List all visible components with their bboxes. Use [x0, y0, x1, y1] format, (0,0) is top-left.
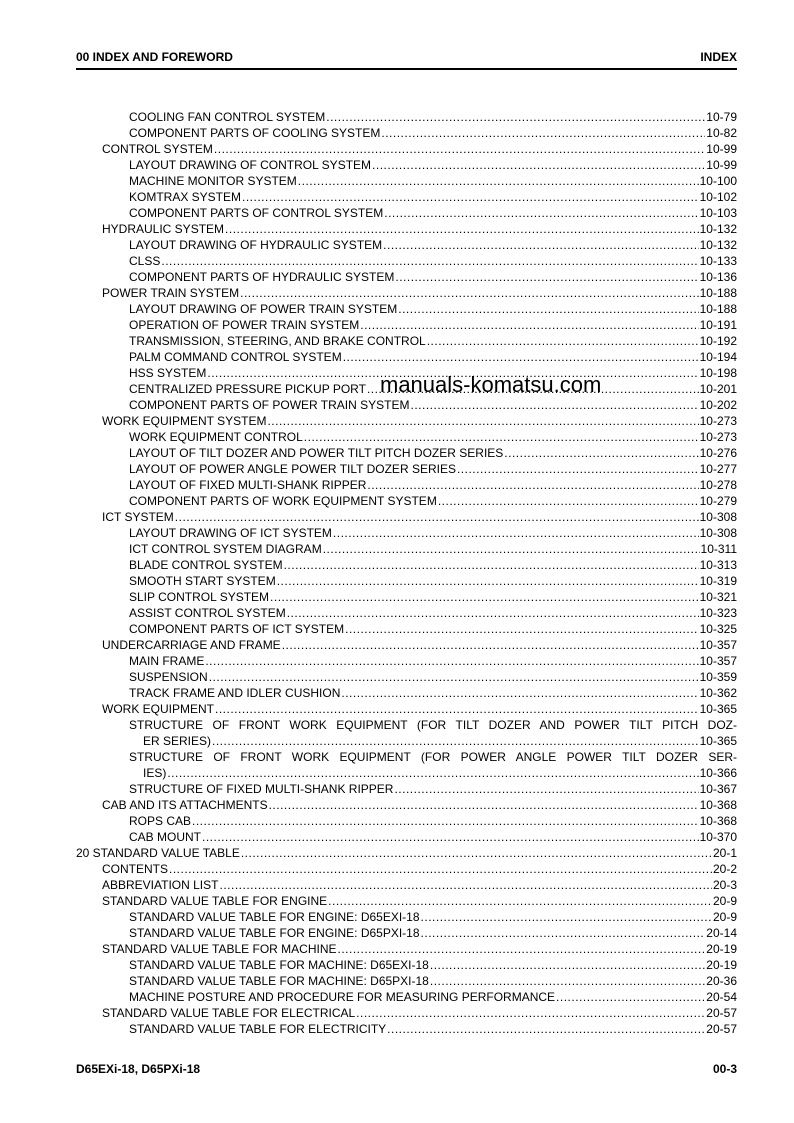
toc-entry-title: LAYOUT DRAWING OF POWER TRAIN SYSTEM: [129, 302, 398, 316]
toc-entry-page: 10-188: [699, 302, 737, 316]
dot-leader: [387, 1021, 705, 1037]
dot-leader: [167, 765, 698, 781]
watermark: manuals-komatsu.com: [380, 372, 602, 397]
toc-entry-title: COMPONENT PARTS OF ICT SYSTEM: [129, 622, 345, 636]
toc-entry-title: LAYOUT OF TILT DOZER AND POWER TILT PITCH DOZER SERIES: [129, 446, 504, 460]
dot-leader: [430, 957, 705, 973]
toc-entry[interactable]: [76, 893, 737, 909]
toc-entry-title: 20 STANDARD VALUE TABLE: [76, 846, 240, 860]
dot-leader: [267, 413, 698, 429]
dot-leader: [323, 541, 700, 557]
toc-entry[interactable]: [76, 173, 737, 189]
toc-entry-title: COMPONENT PARTS OF POWER TRAIN SYSTEM: [129, 398, 410, 412]
toc-entry[interactable]: [76, 637, 737, 653]
toc-entry-title: LAYOUT OF FIXED MULTI-SHANK RIPPER: [129, 478, 367, 492]
toc-entry-page: 20-1: [712, 846, 737, 860]
toc-entry-title: HSS SYSTEM: [129, 366, 207, 380]
toc-entry[interactable]: [76, 189, 737, 205]
dot-leader: [202, 829, 699, 845]
toc-entry-page: 20-9: [712, 894, 737, 908]
toc-entry-title: STANDARD VALUE TABLE FOR ENGINE: D65PXI-18: [129, 926, 420, 940]
toc-entry-title: STANDARD VALUE TABLE FOR ELECTRICITY: [129, 1022, 387, 1036]
toc-entry-page: 10-188: [699, 286, 737, 300]
toc-entry-title: OPERATION OF POWER TRAIN SYSTEM: [129, 318, 360, 332]
toc-entry-title: STRUCTURE OF FRONT WORK EQUIPMENT (FOR TILT DOZER AND POWER TILT PITCH DOZ-: [129, 718, 737, 732]
toc-entry-title: COMPONENT PARTS OF WORK EQUIPMENT SYSTEM: [129, 494, 437, 508]
toc-entry-page: 20-19: [706, 942, 737, 956]
toc-entry[interactable]: [76, 269, 737, 285]
toc-entry-page: 10-325: [699, 622, 737, 636]
toc-entry-page: 10-357: [699, 654, 737, 668]
footer-page-number: 00-3: [712, 1062, 737, 1076]
toc-entry-title: STRUCTURE OF FRONT WORK EQUIPMENT (FOR POWER ANGLE POWER TILT DOZER SER-: [129, 750, 737, 764]
toc-entry-page: 10-365: [699, 734, 737, 748]
toc-entry[interactable]: [76, 509, 737, 525]
footer-model-label: D65EXi-18, D65PXi-18: [76, 1062, 201, 1076]
toc-entry-title: KOMTRAX SYSTEM: [129, 190, 242, 204]
toc-entry[interactable]: [76, 669, 737, 685]
dot-leader: [326, 109, 705, 125]
dot-leader: [215, 701, 699, 717]
toc-entry[interactable]: [76, 493, 737, 509]
toc-entry-title: WORK EQUIPMENT SYSTEM: [102, 414, 267, 428]
dot-leader: [242, 189, 699, 205]
toc-entry-title: ER SERIES): [143, 734, 212, 748]
dot-leader: [338, 941, 706, 957]
toc-entry-page: 10-313: [699, 558, 737, 572]
toc-entry[interactable]: [76, 573, 737, 589]
toc-entry[interactable]: [76, 445, 737, 461]
toc-entry-page: 10-132: [699, 238, 737, 252]
dot-leader: [219, 877, 711, 893]
toc-entry-title: ICT CONTROL SYSTEM DIAGRAM: [129, 542, 322, 556]
toc-entry-page: 10-102: [699, 190, 737, 204]
toc-entry[interactable]: [76, 333, 737, 349]
toc-entry[interactable]: [76, 925, 737, 941]
toc-entry[interactable]: [76, 317, 737, 333]
toc-entry-title: LAYOUT DRAWING OF HYDRAULIC SYSTEM: [129, 238, 383, 252]
toc-entry[interactable]: [76, 941, 737, 957]
toc-entry-title: STANDARD VALUE TABLE FOR ENGINE: D65EXI-18: [129, 910, 420, 924]
toc-entry-page: 10-357: [699, 638, 737, 652]
toc-entry[interactable]: [76, 605, 737, 621]
toc-entry-page: 10-192: [699, 334, 737, 348]
toc-entry-page: 10-198: [699, 366, 737, 380]
dot-leader: [343, 349, 699, 365]
toc-entry-page: 10-277: [699, 462, 737, 476]
toc-entry[interactable]: [76, 749, 737, 765]
dot-leader: [394, 781, 698, 797]
toc-entry-title: STRUCTURE OF FIXED MULTI-SHANK RIPPER: [129, 782, 394, 796]
toc-entry-page: 10-308: [699, 510, 737, 524]
toc-entry[interactable]: [76, 301, 737, 317]
toc-entry-page: 20-54: [706, 990, 737, 1004]
toc-entry[interactable]: [76, 253, 737, 269]
dot-leader: [284, 557, 699, 573]
toc-entry-page: 10-368: [699, 814, 737, 828]
toc-entry-title: STANDARD VALUE TABLE FOR ELECTRICAL: [102, 1006, 356, 1020]
toc-entry-title: STANDARD VALUE TABLE FOR ENGINE: [102, 894, 328, 908]
toc-entry[interactable]: [76, 973, 737, 989]
dot-leader: [438, 493, 699, 509]
toc-entry-page: 10-359: [699, 670, 737, 684]
dot-leader: [427, 333, 699, 349]
toc-entry[interactable]: [76, 1021, 737, 1037]
toc-entry-page: 10-132: [699, 222, 737, 236]
toc-entry-page: 10-82: [706, 126, 737, 140]
toc-entry-title: CONTENTS: [102, 862, 168, 876]
toc-entry-page: 10-103: [699, 206, 737, 220]
table-of-contents: [76, 109, 737, 1037]
toc-entry-title: CONTROL SYSTEM: [102, 142, 213, 156]
toc-entry[interactable]: [76, 429, 737, 445]
dot-leader: [209, 669, 699, 685]
toc-entry-title: CAB MOUNT: [129, 830, 201, 844]
toc-entry-title: CAB AND ITS ATTACHMENTS: [102, 798, 268, 812]
dot-leader: [241, 845, 712, 861]
dot-leader: [398, 301, 698, 317]
toc-entry-title: COMPONENT PARTS OF HYDRAULIC SYSTEM: [129, 270, 395, 284]
dot-leader: [269, 797, 699, 813]
toc-entry-page: 20-3: [712, 878, 737, 892]
toc-entry-page: 20-2: [712, 862, 737, 876]
toc-entry-title: STANDARD VALUE TABLE FOR MACHINE: [102, 942, 337, 956]
toc-entry-title: STANDARD VALUE TABLE FOR MACHINE: D65EXI-18: [129, 958, 429, 972]
toc-entry-title: MACHINE POSTURE AND PROCEDURE FOR MEASURING PERFORMANCE: [129, 990, 556, 1004]
header-index-label: INDEX: [700, 50, 737, 64]
dot-leader: [161, 253, 698, 269]
dot-leader: [225, 221, 699, 237]
toc-entry-title: UNDERCARRIAGE AND FRAME: [102, 638, 281, 652]
dot-leader: [304, 429, 699, 445]
page-header: [76, 48, 737, 70]
toc-entry-page: 10-194: [699, 350, 737, 364]
toc-entry[interactable]: [76, 717, 737, 733]
toc-entry-title: MAIN FRAME: [129, 654, 205, 668]
toc-entry[interactable]: [76, 477, 737, 493]
dot-leader: [287, 605, 699, 621]
dot-leader: [421, 909, 712, 925]
toc-entry[interactable]: [76, 845, 737, 861]
toc-entry-page: 10-276: [699, 446, 737, 460]
dot-leader: [384, 205, 698, 221]
toc-entry-page: 10-273: [699, 430, 737, 444]
toc-entry[interactable]: [76, 861, 737, 877]
toc-entry-title: TRACK FRAME AND IDLER CUSHION: [129, 686, 341, 700]
toc-entry[interactable]: [76, 109, 737, 125]
toc-entry-title: CENTRALIZED PRESSURE PICKUP PORT: [129, 382, 366, 396]
toc-entry[interactable]: [76, 877, 737, 893]
dot-leader: [192, 813, 699, 829]
toc-entry[interactable]: [76, 397, 737, 413]
toc-entry[interactable]: [76, 957, 737, 973]
toc-entry-page: 10-319: [699, 574, 737, 588]
toc-entry-page: 10-323: [699, 606, 737, 620]
toc-entry-title: MACHINE MONITOR SYSTEM: [129, 174, 297, 188]
toc-entry-title: ABBREVIATION LIST: [102, 878, 219, 892]
toc-entry-title: TRANSMISSION, STEERING, AND BRAKE CONTROL: [129, 334, 426, 348]
toc-entry-title: WORK EQUIPMENT CONTROL: [129, 430, 303, 444]
toc-entry-page: 10-273: [699, 414, 737, 428]
dot-leader: [270, 589, 699, 605]
dot-leader: [214, 141, 705, 157]
toc-entry-title: PALM COMMAND CONTROL SYSTEM: [129, 350, 342, 364]
dot-leader: [457, 461, 699, 477]
toc-entry[interactable]: [76, 157, 737, 173]
toc-entry[interactable]: [76, 205, 737, 221]
dot-leader: [333, 525, 699, 541]
toc-entry[interactable]: [76, 141, 737, 157]
toc-entry-page: 10-100: [699, 174, 737, 188]
dot-leader: [169, 861, 712, 877]
toc-entry-title: BLADE CONTROL SYSTEM: [129, 558, 283, 572]
dot-leader: [282, 637, 699, 653]
toc-entry[interactable]: [76, 1005, 737, 1021]
toc-entry-page: 10-321: [699, 590, 737, 604]
dot-leader: [298, 173, 699, 189]
toc-entry-page: 10-99: [706, 142, 737, 156]
toc-entry-page: 10-133: [699, 254, 737, 268]
toc-entry-title: SLIP CONTROL SYSTEM: [129, 590, 270, 604]
toc-entry-page: 10-202: [699, 398, 737, 412]
toc-entry-page: 20-57: [706, 1022, 737, 1036]
toc-entry[interactable]: [76, 413, 737, 429]
toc-entry-title: COMPONENT PARTS OF COOLING SYSTEM: [129, 126, 381, 140]
toc-entry-title: STANDARD VALUE TABLE FOR MACHINE: D65PXI-18: [129, 974, 429, 988]
toc-entry-page: 10-366: [699, 766, 737, 780]
toc-entry-page: 10-136: [699, 270, 737, 284]
toc-entry-title: COMPONENT PARTS OF CONTROL SYSTEM: [129, 206, 384, 220]
toc-entry-page: 20-9: [712, 910, 737, 924]
toc-entry[interactable]: [76, 125, 737, 141]
toc-entry-page: 10-279: [699, 494, 737, 508]
dot-leader: [410, 397, 698, 413]
toc-entry-title: WORK EQUIPMENT: [102, 702, 215, 716]
dot-leader: [381, 125, 705, 141]
header-section-title: 00 INDEX AND FOREWORD: [76, 50, 233, 64]
toc-entry-title: HYDRAULIC SYSTEM: [102, 222, 225, 236]
toc-entry[interactable]: [76, 765, 737, 781]
toc-entry-page: 10-370: [699, 830, 737, 844]
dot-leader: [277, 573, 699, 589]
toc-entry-title: ICT SYSTEM: [102, 510, 174, 524]
toc-entry-page: 20-19: [706, 958, 737, 972]
toc-entry-title: SUSPENSION: [129, 670, 208, 684]
toc-entry[interactable]: [76, 653, 737, 669]
toc-entry-title: POWER TRAIN SYSTEM: [102, 286, 240, 300]
toc-entry-title: SMOOTH START SYSTEM: [129, 574, 276, 588]
toc-entry-page: 10-99: [706, 158, 737, 172]
toc-entry[interactable]: [76, 797, 737, 813]
dot-leader: [205, 653, 698, 669]
toc-entry[interactable]: [76, 733, 737, 749]
toc-entry[interactable]: [76, 621, 737, 637]
page-footer: [76, 1062, 737, 1078]
toc-entry-page: 10-368: [699, 798, 737, 812]
toc-entry[interactable]: [76, 589, 737, 605]
toc-entry-page: 20-36: [706, 974, 737, 988]
toc-entry[interactable]: [76, 349, 737, 365]
dot-leader: [212, 733, 699, 749]
dot-leader: [383, 237, 698, 253]
toc-entry-title: ASSIST CONTROL SYSTEM: [129, 606, 286, 620]
toc-entry-page: 10-79: [706, 110, 737, 124]
dot-leader: [556, 989, 705, 1005]
toc-entry-title: LAYOUT DRAWING OF ICT SYSTEM: [129, 526, 332, 540]
toc-entry-page: 10-367: [699, 782, 737, 796]
toc-entry[interactable]: [76, 989, 737, 1005]
toc-entry[interactable]: [76, 525, 737, 541]
toc-entry[interactable]: [76, 541, 737, 557]
toc-entry-page: 10-362: [699, 686, 737, 700]
toc-entry-title: CLSS: [129, 254, 161, 268]
toc-entry-title: LAYOUT DRAWING OF CONTROL SYSTEM: [129, 158, 372, 172]
toc-entry[interactable]: [76, 461, 737, 477]
dot-leader: [421, 925, 706, 941]
dot-leader: [504, 445, 698, 461]
toc-entry-page: 10-311: [700, 542, 737, 556]
toc-entry[interactable]: [76, 557, 737, 573]
dot-leader: [430, 973, 705, 989]
toc-entry-page: 20-14: [706, 926, 737, 940]
toc-entry-title: ROPS CAB: [129, 814, 192, 828]
toc-entry-title: LAYOUT OF POWER ANGLE POWER TILT DOZER SERIES: [129, 462, 456, 476]
toc-entry[interactable]: [76, 909, 737, 925]
dot-leader: [395, 269, 698, 285]
dot-leader: [367, 477, 698, 493]
toc-entry-page: 10-201: [699, 382, 737, 396]
toc-entry-title: COOLING FAN CONTROL SYSTEM: [129, 110, 326, 124]
toc-entry[interactable]: [76, 829, 737, 845]
toc-entry[interactable]: [76, 701, 737, 717]
toc-entry[interactable]: [76, 813, 737, 829]
toc-entry-page: 10-278: [699, 478, 737, 492]
toc-entry[interactable]: [76, 781, 737, 797]
toc-entry-page: 10-308: [699, 526, 737, 540]
dot-leader: [240, 285, 698, 301]
toc-entry[interactable]: [76, 285, 737, 301]
dot-leader: [372, 157, 705, 173]
toc-entry-page: 20-57: [706, 1006, 737, 1020]
toc-entry[interactable]: [76, 221, 737, 237]
toc-entry[interactable]: [76, 685, 737, 701]
dot-leader: [360, 317, 698, 333]
toc-entry-page: 10-191: [699, 318, 737, 332]
dot-leader: [328, 893, 712, 909]
dot-leader: [356, 1005, 705, 1021]
toc-entry-title: IES): [143, 766, 167, 780]
toc-entry[interactable]: [76, 237, 737, 253]
dot-leader: [175, 509, 699, 525]
toc-entry-page: 10-365: [699, 702, 737, 716]
dot-leader: [341, 685, 698, 701]
dot-leader: [345, 621, 698, 637]
